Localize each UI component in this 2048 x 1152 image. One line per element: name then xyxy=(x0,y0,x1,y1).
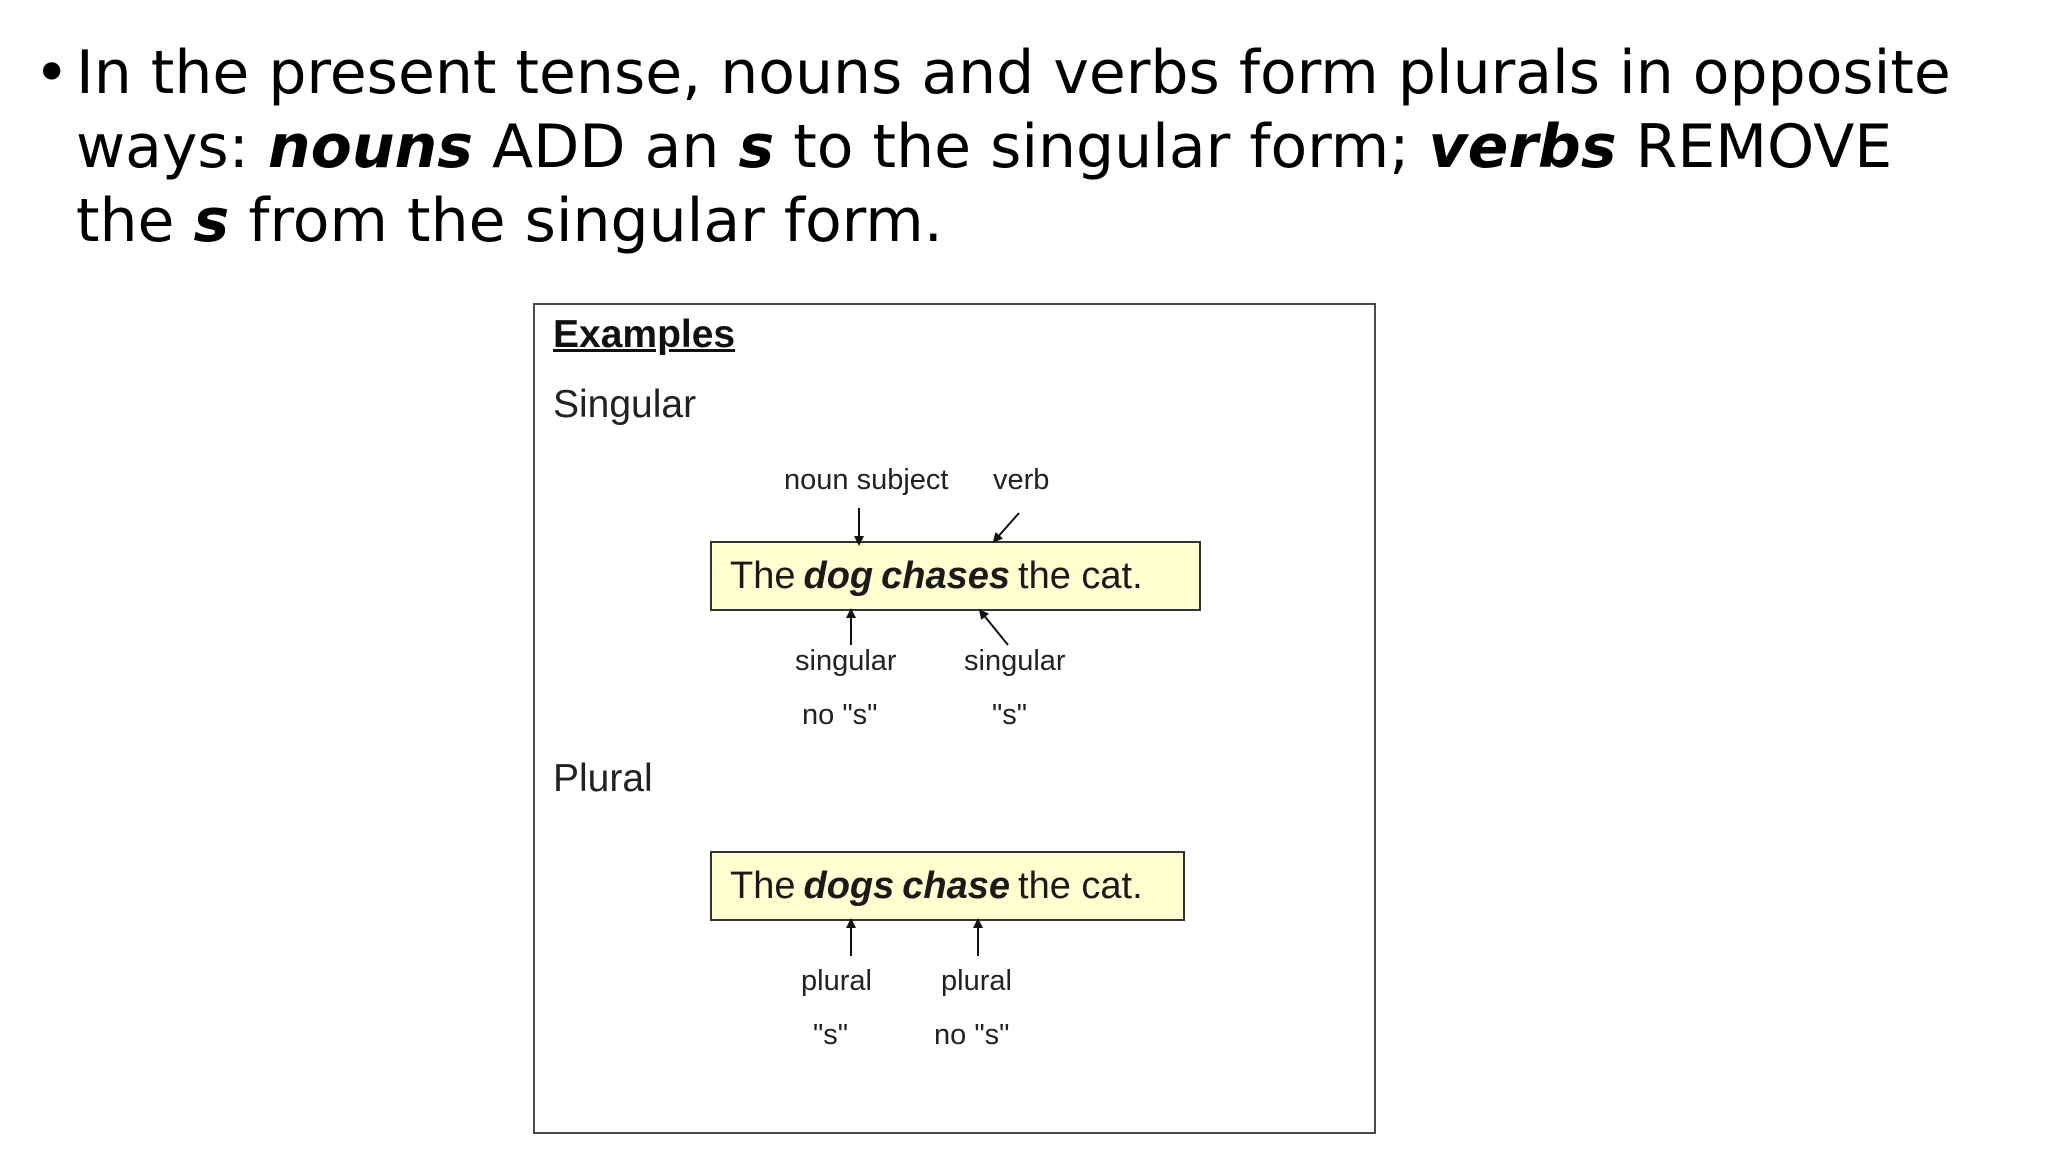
plural-sentence-the: The xyxy=(730,864,796,907)
singular-noun-note-2: no "s" xyxy=(802,699,878,731)
text-remove: REMOVE xyxy=(1616,112,1893,182)
plural-sentence-rest: the cat. xyxy=(1018,864,1143,907)
plural-section-label: Plural xyxy=(553,757,653,800)
noun-subject-label: noun subject xyxy=(784,464,949,496)
text-add-an: ADD an xyxy=(472,112,739,182)
emphasis-nouns: nouns xyxy=(267,112,473,182)
singular-sentence-verb: chases xyxy=(881,554,1011,597)
emphasis-verbs: verbs xyxy=(1428,112,1617,182)
emphasis-s: s xyxy=(738,112,775,182)
plural-verb-note-2: no "s" xyxy=(934,1019,1010,1051)
plural-sentence-box xyxy=(710,851,1185,921)
singular-noun-note-1: singular xyxy=(795,645,897,677)
singular-section-label: Singular xyxy=(553,383,697,426)
singular-sentence-the: The xyxy=(730,554,796,597)
singular-verb-note-2: "s" xyxy=(992,699,1028,731)
bullet-line-2 xyxy=(76,110,1934,184)
singular-verb-note-1: singular xyxy=(964,645,1066,677)
plural-verb-note-1: plural xyxy=(941,965,1012,997)
examples-figure xyxy=(533,303,1376,1134)
verb-label: verb xyxy=(993,464,1050,496)
singular-sentence-rest: the cat. xyxy=(1018,554,1143,597)
bullet-text xyxy=(76,36,1951,258)
singular-sentence-box xyxy=(710,541,1201,611)
plural-sentence-noun: dogs xyxy=(803,864,895,907)
diagram-arrows xyxy=(535,305,1378,1136)
emphasis-s-2: s xyxy=(193,186,230,256)
text-the: the xyxy=(76,186,194,256)
bullet-line-1: In the present tense, nouns and verbs form plurals in opposite xyxy=(76,38,1951,108)
text-to-singular: to the singular form; xyxy=(774,112,1429,182)
arrow-singular-verb-up xyxy=(982,613,1008,645)
arrow-verb-to-chases xyxy=(996,513,1019,539)
examples-title: Examples xyxy=(553,313,736,356)
bullet-icon: • xyxy=(34,38,70,108)
plural-sentence-verb: chase xyxy=(902,864,1011,907)
bullet-line-3 xyxy=(76,184,1934,258)
plural-noun-note-2: "s" xyxy=(813,1019,849,1051)
text-from-singular: from the singular form. xyxy=(229,186,943,256)
text-ways: ways: xyxy=(76,112,268,182)
singular-sentence-noun: dog xyxy=(803,554,874,597)
plural-noun-note-1: plural xyxy=(801,965,872,997)
bullet-paragraph xyxy=(34,36,1951,258)
